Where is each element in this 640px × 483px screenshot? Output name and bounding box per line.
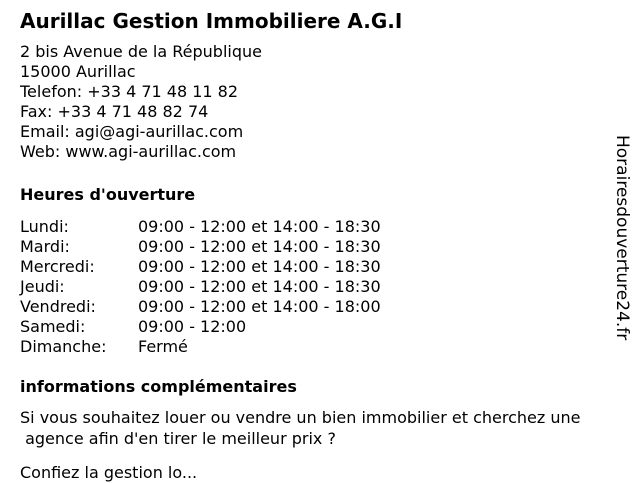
phone-line: Telefon: +33 4 71 48 11 82 <box>20 82 239 101</box>
hours-time: 09:00 - 12:00 et 14:00 - 18:30 <box>138 277 381 296</box>
business-listing <box>20 8 620 483</box>
hours-table <box>20 217 620 357</box>
address-street: 2 bis Avenue de la République <box>20 42 262 61</box>
contact-block <box>20 42 620 162</box>
hours-day: Mercredi: <box>20 257 95 276</box>
hours-row-dimanche <box>20 337 620 357</box>
hours-time: 09:00 - 12:00 et 14:00 - 18:30 <box>138 237 381 256</box>
info-heading: informations complémentaires <box>20 377 297 396</box>
hours-row-samedi <box>20 317 620 337</box>
hours-day: Mardi: <box>20 237 70 256</box>
watermark <box>610 135 634 345</box>
hours-row-jeudi <box>20 277 620 297</box>
hours-time: 09:00 - 12:00 et 14:00 - 18:30 <box>138 257 381 276</box>
fax-line: Fax: +33 4 71 48 82 74 <box>20 102 209 121</box>
hours-heading: Heures d'ouverture <box>20 185 196 204</box>
info-more-text: Confiez la gestion lo... <box>20 463 198 482</box>
hours-day: Vendredi: <box>20 297 96 316</box>
hours-row-mardi <box>20 237 620 257</box>
hours-day: Dimanche: <box>20 337 107 356</box>
info-line-2: agence afin d'en tirer le meilleur prix ? <box>20 429 336 448</box>
email-line: Email: agi@agi-aurillac.com <box>20 122 244 141</box>
hours-time: 09:00 - 12:00 et 14:00 - 18:30 <box>138 217 381 236</box>
info-description <box>20 407 640 449</box>
hours-day: Lundi: <box>20 217 69 236</box>
hours-day: Jeudi: <box>20 277 65 296</box>
hours-row-vendredi <box>20 297 620 317</box>
hours-time: 09:00 - 12:00 et 14:00 - 18:00 <box>138 297 381 316</box>
web-line: Web: www.agi-aurillac.com <box>20 142 237 161</box>
business-name: Aurillac Gestion Immobiliere A.G.I <box>20 9 403 33</box>
hours-time: 09:00 - 12:00 <box>138 317 247 336</box>
hours-time: Fermé <box>138 337 188 356</box>
address-city: 15000 Aurillac <box>20 62 136 81</box>
info-line-1: Si vous souhaitez louer ou vendre un bien immobilier et cherchez une <box>20 408 581 427</box>
watermark-text: Horairesdouverture24.fr <box>612 135 632 341</box>
hours-row-lundi <box>20 217 620 237</box>
hours-row-mercredi <box>20 257 620 277</box>
hours-day: Samedi: <box>20 317 86 336</box>
